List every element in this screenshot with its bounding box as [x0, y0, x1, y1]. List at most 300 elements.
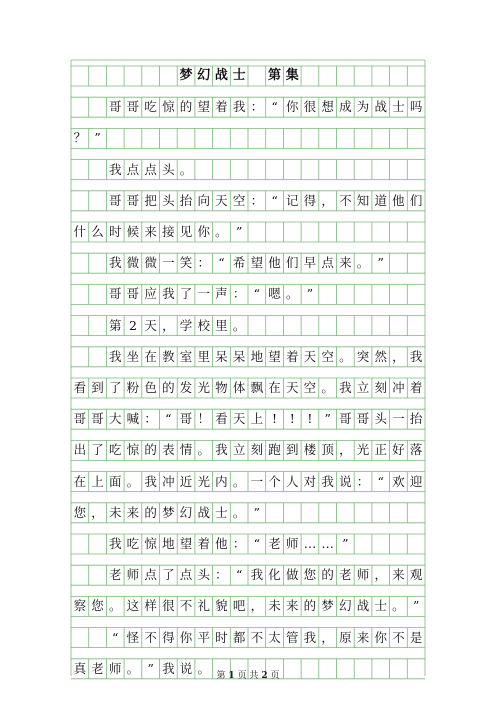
title-cell: 战	[214, 68, 228, 83]
text-cell: 惊	[126, 442, 140, 458]
text-cell	[390, 316, 408, 336]
text-cell: 。	[126, 473, 140, 489]
text-cell: “	[377, 473, 384, 489]
text-cell: 很	[303, 99, 317, 115]
text-cell: 应	[144, 286, 157, 302]
text-cell: 望	[268, 348, 281, 364]
text-cell: 师	[126, 567, 140, 583]
text-cell: 我	[108, 536, 122, 551]
text-cell: “	[253, 536, 261, 551]
text-cell: 不	[179, 598, 193, 614]
text-cell: 。	[108, 598, 122, 614]
text-cell: 光	[356, 442, 370, 458]
text-cell: 哥	[73, 411, 87, 427]
text-cell: 体	[232, 380, 246, 395]
text-cell: 想	[321, 99, 334, 115]
text-cell: 天	[303, 348, 317, 364]
text-cell: 哥	[126, 99, 140, 115]
text-cell: 空	[232, 192, 246, 208]
text-cell: 一	[250, 473, 264, 489]
text-cell	[301, 316, 319, 336]
text-cell	[354, 534, 372, 554]
text-cell	[407, 316, 425, 336]
text-cell: 看	[215, 411, 228, 427]
text-cell: 士	[374, 598, 387, 614]
text-cell: 嗯	[268, 286, 281, 302]
text-cell: 。	[339, 348, 352, 364]
text-cell: 点	[126, 161, 140, 177]
text-line	[71, 503, 425, 523]
text-cell: ，	[374, 567, 387, 583]
text-cell: 。	[179, 161, 193, 177]
text-cell	[337, 284, 355, 304]
text-cell	[71, 253, 89, 273]
text-cell: 点	[144, 567, 157, 583]
text-cell: 梦	[162, 504, 175, 520]
text-cell: 望	[179, 536, 193, 551]
text-cell: 我	[144, 473, 157, 489]
text-cell: 第	[108, 317, 122, 333]
text-cell: 地	[250, 348, 264, 364]
text-cell: 微	[126, 255, 140, 271]
text-cell: 你	[285, 99, 299, 115]
text-cell: 说	[179, 660, 193, 676]
text-cell: 礼	[197, 598, 210, 614]
essay-title	[71, 66, 425, 86]
text-cell: 哥	[179, 411, 193, 427]
text-cell: 未	[108, 504, 122, 520]
text-cell	[71, 316, 89, 336]
title-cell	[124, 66, 142, 86]
text-cell	[407, 534, 425, 554]
text-cell: 粉	[126, 380, 140, 395]
text-cell: 希	[232, 255, 246, 271]
text-cell: 2	[128, 317, 137, 333]
text-cell	[195, 160, 213, 180]
title-cell: 第	[268, 68, 282, 83]
text-cell	[372, 503, 390, 523]
text-cell: 抬	[179, 192, 193, 208]
text-cell: 立	[232, 442, 246, 458]
text-cell	[89, 97, 107, 117]
title-cell	[89, 66, 107, 86]
text-cell	[354, 316, 372, 336]
text-cell: 哥	[126, 192, 140, 208]
text-cell: 把	[144, 192, 157, 208]
text-cell: 点	[321, 255, 334, 271]
text-line	[71, 316, 425, 336]
text-cell	[213, 128, 231, 148]
text-cell: 不	[250, 629, 264, 645]
current-page-number: 1	[228, 671, 235, 681]
text-cell: 。	[197, 660, 210, 676]
text-cell	[390, 253, 408, 273]
text-cell: 。	[197, 442, 210, 458]
text-cell: 我	[303, 629, 317, 645]
text-cell: 一	[392, 411, 405, 427]
text-cell: 什	[73, 224, 87, 239]
text-cell: ，	[91, 504, 104, 520]
text-cell: 吃	[144, 99, 157, 115]
text-cell: 刻	[374, 380, 387, 395]
text-cell: 对	[303, 473, 317, 489]
text-cell	[266, 128, 284, 148]
text-cell: ”	[94, 130, 101, 146]
text-cell	[71, 191, 89, 211]
text-cell	[301, 503, 319, 523]
text-cell: 了	[162, 567, 175, 583]
text-cell: 的	[144, 442, 157, 458]
text-cell: 呆	[232, 348, 246, 364]
text-cell: ，	[392, 348, 405, 364]
text-cell: ”	[147, 660, 154, 676]
text-cell	[89, 253, 107, 273]
text-cell: 在	[144, 348, 157, 364]
text-cell: 头	[162, 161, 175, 177]
text-cell: 我	[215, 442, 228, 458]
text-cell: 哥	[108, 192, 122, 208]
text-cell: 落	[409, 442, 423, 458]
text-cell: 个	[268, 473, 281, 489]
text-cell	[337, 222, 355, 242]
text-cell: 老	[108, 567, 122, 583]
text-cell: 头	[197, 567, 210, 583]
text-cell: 来	[339, 255, 352, 271]
text-cell: ：	[144, 411, 157, 427]
text-cell	[177, 128, 195, 148]
text-cell	[354, 160, 372, 180]
text-cell: 楼	[303, 442, 317, 458]
text-cell: “	[112, 629, 119, 645]
text-cell: 惊	[162, 99, 175, 115]
text-cell: 吃	[108, 442, 122, 458]
text-cell	[407, 222, 425, 242]
text-cell: 色	[144, 380, 157, 395]
text-cell: ”	[235, 224, 243, 239]
text-cell	[319, 222, 337, 242]
text-cell	[372, 160, 390, 180]
text-cell: 知	[356, 192, 370, 208]
text-cell	[71, 347, 89, 367]
text-cell	[266, 160, 284, 180]
text-cell: 点	[144, 161, 157, 177]
text-line	[71, 565, 425, 585]
text-cell: 正	[374, 442, 387, 458]
text-line	[71, 596, 425, 616]
text-cell: 早	[303, 255, 317, 271]
footer-middle: 页 共	[237, 671, 259, 681]
text-cell: 空	[303, 380, 317, 395]
text-cell: 道	[374, 192, 387, 208]
text-cell	[407, 503, 425, 523]
text-cell: 化	[268, 567, 281, 583]
text-cell: 一	[197, 286, 210, 302]
text-cell: ”	[342, 536, 349, 551]
text-cell: 太	[268, 629, 281, 645]
text-cell	[160, 128, 178, 148]
text-cell: 里	[215, 317, 228, 333]
text-cell: 表	[162, 442, 175, 458]
text-cell: 说	[339, 473, 352, 489]
text-cell: 了	[179, 286, 193, 302]
text-cell	[372, 284, 390, 304]
text-cell: ”	[306, 286, 314, 302]
text-cell: ：	[356, 473, 370, 489]
title-cell	[354, 66, 372, 86]
text-cell: 这	[126, 598, 140, 614]
text-line	[71, 128, 425, 148]
text-cell	[354, 222, 372, 242]
text-cell	[319, 128, 337, 148]
text-cell: 来	[356, 629, 370, 645]
text-cell: 冲	[162, 473, 175, 489]
text-cell: 你	[197, 224, 210, 239]
text-cell: 时	[108, 224, 122, 239]
text-cell	[283, 316, 301, 336]
text-cell	[390, 534, 408, 554]
text-cell	[283, 160, 301, 180]
text-cell: 了	[91, 442, 104, 458]
text-cell: 呆	[215, 348, 228, 364]
text-cell: 不	[339, 192, 352, 208]
text-cell: 。	[232, 504, 246, 520]
title-cell	[142, 66, 160, 86]
text-cell: ：	[250, 192, 264, 208]
text-cell: 我	[108, 255, 122, 271]
text-cell: 飘	[250, 380, 264, 395]
text-cell: 们	[409, 192, 423, 208]
title-cell	[301, 66, 319, 86]
text-cell: 内	[215, 473, 228, 489]
text-cell: 情	[179, 442, 193, 458]
text-cell	[71, 160, 89, 180]
text-line	[71, 160, 425, 180]
text-cell	[89, 565, 107, 585]
text-cell	[337, 128, 355, 148]
text-cell	[248, 222, 266, 242]
text-cell: 是	[409, 629, 423, 645]
text-cell: ：	[232, 536, 246, 551]
text-cell: 平	[197, 629, 210, 645]
text-cell: “	[253, 286, 261, 302]
text-line	[71, 378, 425, 398]
text-cell	[266, 222, 284, 242]
text-cell: 出	[73, 442, 87, 458]
text-cell: 面	[108, 473, 122, 489]
text-cell: 微	[144, 255, 157, 271]
text-cell: 不	[392, 629, 405, 645]
text-cell: 惊	[144, 536, 157, 551]
text-cell: 幻	[339, 598, 352, 614]
text-cell: 观	[409, 567, 423, 583]
text-cell: 来	[126, 504, 140, 520]
text-cell: 室	[179, 348, 193, 364]
text-cell: 你	[179, 629, 193, 645]
text-cell: 冲	[392, 380, 405, 395]
text-cell: 里	[197, 348, 210, 364]
text-cell: 候	[126, 224, 140, 239]
text-cell: 原	[339, 629, 352, 645]
text-cell: 幻	[179, 504, 193, 520]
text-cell: 在	[73, 473, 87, 489]
text-cell: 上	[250, 411, 264, 427]
text-cell: “	[165, 411, 172, 427]
text-cell	[390, 503, 408, 523]
text-cell: 他	[215, 536, 228, 551]
text-cell: ，	[339, 442, 352, 458]
text-cell	[71, 628, 89, 648]
text-cell	[71, 565, 89, 585]
text-cell: 我	[250, 567, 264, 583]
text-cell: 哥	[91, 411, 104, 427]
text-cell: 您	[73, 504, 87, 520]
text-cell: 。	[232, 317, 246, 333]
text-cell	[124, 128, 142, 148]
text-cell: 得	[162, 629, 175, 645]
text-line	[71, 253, 425, 273]
text-cell: ：	[197, 255, 210, 271]
text-cell: ：	[232, 286, 246, 302]
text-cell	[407, 128, 425, 148]
text-cell: ！	[197, 411, 210, 427]
text-line	[71, 440, 425, 460]
text-cell: 怪	[126, 629, 140, 645]
title-cell	[337, 66, 355, 86]
text-cell: ，	[162, 317, 175, 333]
text-cell: 头	[374, 411, 387, 427]
text-cell: 来	[144, 224, 157, 239]
text-cell: 未	[268, 598, 281, 614]
text-cell: 到	[91, 380, 104, 395]
title-cell: 集	[285, 68, 299, 83]
text-line	[71, 347, 425, 367]
text-cell	[142, 128, 160, 148]
text-cell: 记	[285, 192, 299, 208]
text-cell	[213, 160, 231, 180]
text-cell: …	[303, 536, 317, 551]
text-cell: 突	[356, 348, 370, 364]
text-cell: 吗	[409, 99, 423, 115]
text-cell: ：	[250, 99, 264, 115]
text-cell: ：	[215, 567, 228, 583]
text-cell: 着	[197, 536, 210, 551]
text-line	[71, 472, 425, 492]
text-cell	[266, 316, 284, 336]
text-cell: ”	[324, 411, 331, 427]
text-cell: 我	[409, 348, 423, 364]
text-cell	[230, 128, 248, 148]
text-line	[71, 409, 425, 429]
text-cell: !	[307, 411, 313, 427]
text-cell: 战	[356, 598, 370, 614]
text-cell: 真	[73, 660, 87, 676]
text-cell: 时	[215, 629, 228, 645]
text-cell: 。	[126, 660, 140, 676]
text-cell: 我	[162, 286, 175, 302]
text-cell	[354, 284, 372, 304]
text-cell: 天	[144, 317, 157, 333]
text-cell: 物	[215, 380, 228, 395]
text-cell: 老	[91, 660, 104, 676]
text-cell: 您	[303, 567, 317, 583]
text-cell: 着	[285, 348, 299, 364]
footer-prefix: 第	[216, 671, 226, 681]
text-cell: 战	[374, 99, 387, 115]
text-cell: 好	[392, 442, 405, 458]
text-cell: 来	[285, 598, 299, 614]
text-cell: 吃	[126, 536, 140, 551]
title-cell	[390, 66, 408, 86]
text-cell	[89, 316, 107, 336]
text-cell	[407, 253, 425, 273]
text-cell: “	[235, 567, 243, 583]
text-cell: 察	[73, 598, 87, 614]
text-cell: 地	[162, 536, 175, 551]
text-cell: 刻	[250, 442, 264, 458]
text-cell: 着	[409, 380, 423, 395]
text-line	[71, 97, 425, 117]
text-cell: 学	[179, 317, 193, 333]
text-cell: 师	[108, 660, 122, 676]
text-cell: 老	[339, 567, 352, 583]
text-cell: 立	[356, 380, 370, 395]
text-cell: 的	[162, 380, 175, 395]
text-cell: 的	[303, 598, 317, 614]
text-cell	[195, 128, 213, 148]
text-cell	[301, 128, 319, 148]
text-cell: 到	[285, 442, 299, 458]
text-cell: 。	[392, 598, 405, 614]
text-cell: 我	[108, 348, 122, 364]
text-cell: 的	[179, 99, 193, 115]
text-cell	[89, 284, 107, 304]
text-cell: 他	[392, 192, 405, 208]
text-cell	[319, 160, 337, 180]
text-cell: ？	[73, 130, 87, 146]
text-cell	[372, 316, 390, 336]
text-cell: 抬	[409, 411, 423, 427]
text-cell: 士	[215, 504, 228, 520]
text-cell: 顶	[321, 442, 334, 458]
text-cell: 点	[179, 567, 193, 583]
text-cell	[390, 128, 408, 148]
text-cell: ”	[412, 598, 420, 614]
text-cell	[283, 128, 301, 148]
text-cell: !	[289, 411, 295, 427]
text-cell: 他	[268, 255, 281, 271]
text-cell	[89, 160, 107, 180]
text-cell: 做	[285, 567, 299, 583]
title-cell	[106, 66, 124, 86]
text-cell: 大	[108, 411, 122, 427]
text-cell: 的	[144, 504, 157, 520]
text-cell	[337, 160, 355, 180]
text-cell: 上	[91, 473, 104, 489]
text-cell: 天	[215, 192, 228, 208]
text-cell: ，	[250, 598, 264, 614]
text-cell: 。	[356, 255, 370, 271]
text-cell	[89, 347, 107, 367]
text-cell: 光	[197, 380, 210, 395]
text-cell: 你	[374, 629, 387, 645]
text-cell: 。	[215, 224, 228, 239]
text-cell: 貌	[215, 598, 228, 614]
text-line	[71, 628, 425, 648]
text-cell: 我	[162, 660, 175, 676]
text-cell	[337, 503, 355, 523]
text-line	[71, 191, 425, 211]
text-cell: 人	[285, 473, 299, 489]
